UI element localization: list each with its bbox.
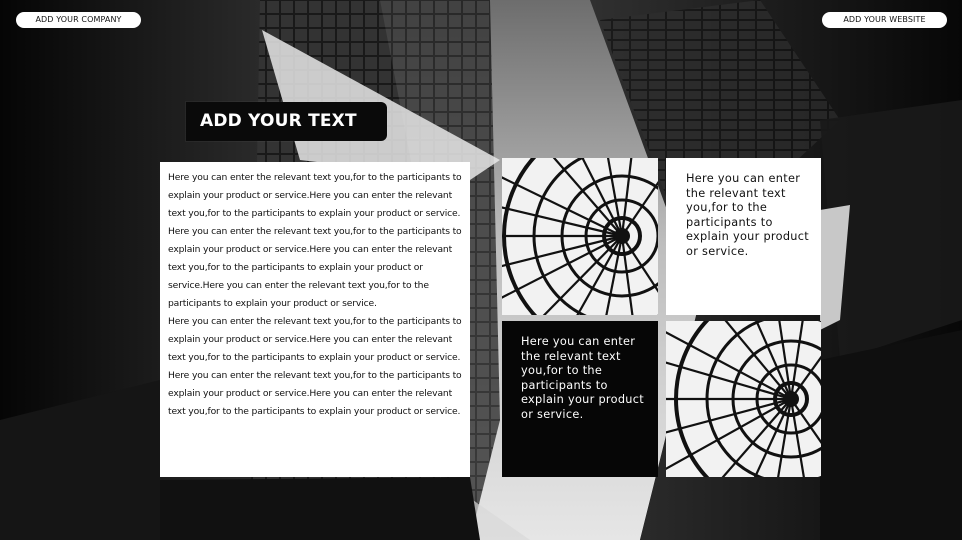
black-text-card [502,321,658,477]
white-text-card [666,158,821,315]
dome-image [502,158,658,315]
title-box [186,102,387,141]
black-card-text: Here you can enter the relevant text you,for to the participants to explain your product or service. [521,335,645,421]
main-text-paragraph-1: Here you can enter the relevant text you,for to the participants to explain your product or service.Here you can enter the relevant text you,for to the participants to explain your product or service. [168,172,462,219]
company-label: ADD YOUR COMPANY [16,12,141,28]
main-text-paragraph-3: Here you can enter the relevant text you,for to the participants to explain your product or service.Here you can enter the relevant text you,for to the participants to explain your product or service. [168,316,462,363]
dome-photo-2 [666,321,821,477]
slide-title: ADD YOUR TEXT [200,111,357,131]
main-text-panel [160,162,470,477]
main-text-paragraph-4: Here you can enter the relevant text you,for to the participants to explain your product or service.Here you can enter the relevant text you,for to the participants to explain your product or service. [168,370,462,417]
dome-photo-1 [502,158,658,315]
main-text-paragraph-2: Here you can enter the relevant text you,for to the participants to explain your product or service.Here you can enter the relevant text you,for to the participants to explain your product or service.Here you can enter the relevant text you,for to the participants to explain your product or service. [168,226,462,309]
dome-image [666,321,821,477]
white-card-text: Here you can enter the relevant text you,for to the participants to explain your product or service. [686,172,810,258]
website-label: ADD YOUR WEBSITE [822,12,947,28]
